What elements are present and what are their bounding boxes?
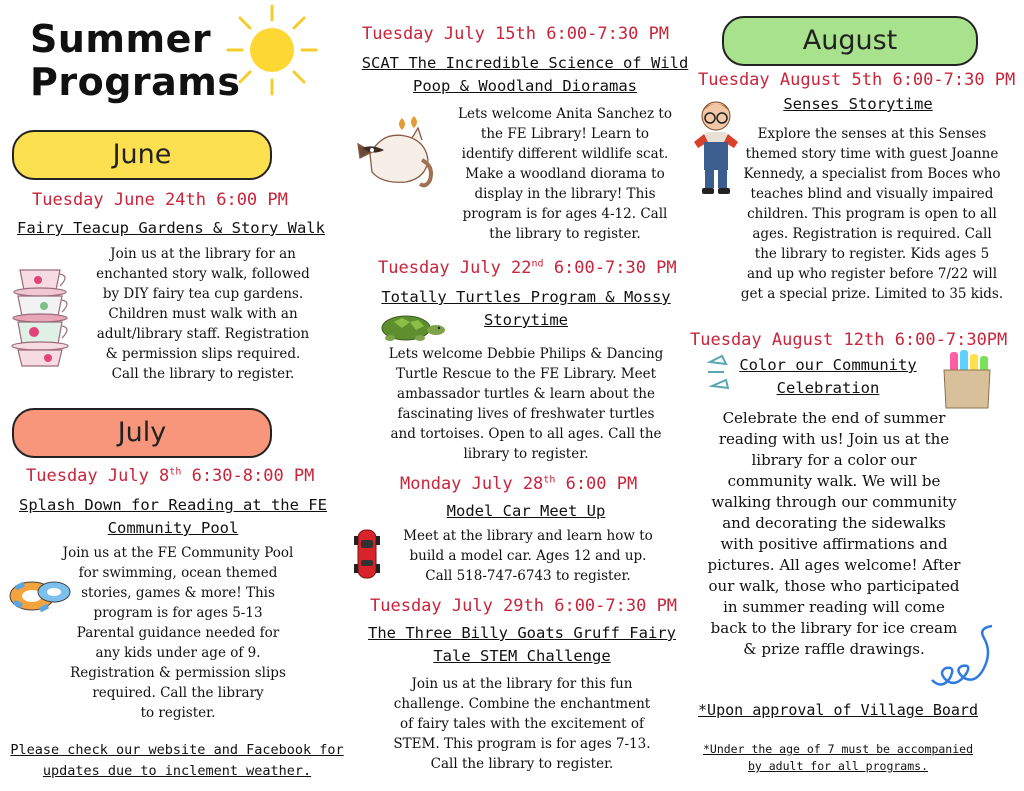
desc-line: Meet at the library and learn how to: [403, 528, 653, 544]
desc-line: ages. Registration is required. Call: [752, 226, 992, 242]
desc-line: Make a woodland diorama to: [465, 166, 665, 182]
title-line: The Three Billy Goats Gruff Fairy: [368, 624, 676, 642]
desc-line: of fairy tales with the excitement of: [399, 716, 645, 732]
desc-line: walking through our community: [711, 493, 957, 511]
weather-note: [4, 740, 350, 782]
desc-line: Celebrate the end of summer: [722, 409, 946, 427]
desc-line: get a special prize. Limited to 35 kids.: [740, 286, 1004, 302]
note-line: *Under the age of 7 must be accompanied: [702, 742, 974, 756]
raccoon-icon: [352, 114, 438, 192]
july-28-event-title: Model Car Meet Up: [446, 502, 606, 520]
note-line: Please check our website and Facebook for: [10, 742, 344, 758]
note-line: by adult for all programs.: [747, 759, 928, 773]
july-29-event-description: [352, 674, 692, 774]
swirl-icon: [928, 620, 1010, 690]
desc-line: Join us at the library for an: [110, 246, 296, 262]
date-text: Tuesday July 8: [26, 466, 170, 486]
desc-line: Turtle Rescue to the FE Library. Meet: [395, 366, 657, 382]
date-text: Tuesday July 22: [378, 258, 532, 278]
desc-line: Join us at the FE Community Pool: [62, 545, 294, 561]
desc-line: themed story time with guest Joanne: [745, 146, 999, 162]
title-line: Storytime: [484, 311, 568, 329]
desc-line: library for a color our: [751, 451, 917, 469]
desc-line: identify different wildlife scat.: [461, 146, 669, 162]
july-8-event-title: [6, 494, 340, 540]
date-text: 6:00 PM: [555, 474, 638, 494]
title-line: Poop & Woodland Dioramas: [413, 77, 637, 95]
desc-line: the FE Library! Learn to: [480, 126, 650, 142]
july-15-event-title: [352, 52, 698, 98]
desc-line: our walk, those who participated: [708, 577, 960, 595]
chalk-box-icon: [936, 350, 994, 410]
desc-line: reading with us! Join us at the: [718, 430, 950, 448]
desc-line: Call the library to register.: [430, 756, 614, 772]
teacups-icon: [10, 262, 76, 372]
desc-line: children. This program is open to all: [747, 206, 997, 222]
june-event-description: [72, 244, 334, 384]
approval-note: *Upon approval of Village Board: [698, 701, 978, 719]
july-28-event-date: [400, 474, 637, 494]
june-event-title: Fairy Teacup Gardens & Story Walk: [17, 219, 325, 237]
title-line: Splash Down for Reading at the FE: [19, 496, 327, 514]
august-5-event-title: Senses Storytime: [783, 95, 933, 113]
july-15-event-date: Tuesday July 15th 6:00-7:30 PM: [362, 24, 670, 44]
title-line: Community Pool: [107, 519, 239, 537]
august-12-event-date: Tuesday August 12th 6:00-7:30PM: [690, 330, 1008, 350]
title-line: Totally Turtles Program & Mossy: [381, 288, 671, 306]
desc-line: Registration & permission slips: [70, 665, 286, 681]
note-line: updates due to inclement weather.: [42, 763, 312, 779]
august-month-label: August: [722, 16, 978, 66]
desc-line: back to the library for ice cream: [710, 619, 958, 637]
july-22-event-description: [358, 344, 694, 464]
desc-line: library to register.: [463, 446, 589, 462]
august-5-event-date: Tuesday August 5th 6:00-7:30 PM: [698, 70, 1016, 90]
title-line-2: Programs: [30, 60, 241, 104]
desc-line: with positive affirmations and: [720, 535, 948, 553]
july-28-event-description: [378, 526, 678, 586]
title-line: Tale STEM Challenge: [433, 647, 611, 665]
desc-line: program is for ages 5-13: [93, 605, 263, 621]
title-line: Color our Community: [739, 356, 917, 374]
july-15-event-description: [434, 104, 696, 244]
date-text: 6:00-7:30 PM: [543, 258, 677, 278]
title-line-1: Summer: [30, 17, 212, 61]
desc-line: program is for ages 4-12. Call: [462, 206, 668, 222]
title-line: SCAT The Incredible Science of Wild: [361, 54, 689, 72]
desc-line: required. Call the library: [92, 685, 264, 701]
desc-line: Kennedy, a specialist from Boces who: [743, 166, 1001, 182]
date-suffix: th: [169, 466, 182, 478]
august-5-event-description: [726, 124, 1018, 304]
sun-icon: [222, 4, 322, 96]
desc-line: for swimming, ocean themed: [78, 565, 278, 581]
date-suffix: nd: [531, 258, 544, 270]
july-29-event-title: [352, 622, 692, 668]
desc-line: stories, games & more! This: [81, 585, 275, 601]
desc-line: and decorating the sidewalks: [722, 514, 946, 532]
desc-line: teaches blind and visually impaired: [750, 186, 994, 202]
june-event-date: Tuesday June 24th 6:00 PM: [32, 190, 288, 210]
desc-line: the library to register.: [489, 226, 641, 242]
desc-line: Join us at the library for this fun: [411, 676, 633, 692]
age-note: [690, 741, 986, 775]
desc-line: any kids under age of 9.: [95, 645, 261, 661]
desc-line: fascinating lives of freshwater turtles: [397, 406, 655, 422]
desc-line: Parental guidance needed for: [76, 625, 280, 641]
date-text: Monday July 28: [400, 474, 544, 494]
race-car-icon: [354, 526, 380, 582]
desc-line: and tortoises. Open to all ages. Call the: [390, 426, 662, 442]
turtle-icon: [372, 310, 446, 342]
desc-line: challenge. Combine the enchantment: [393, 696, 651, 712]
july-month-label: July: [12, 408, 272, 458]
desc-line: enchanted story walk, followed: [96, 266, 310, 282]
desc-line: build a model car. Ages 12 and up.: [409, 548, 647, 564]
date-text: 6:30-8:00 PM: [181, 466, 315, 486]
desc-line: the library to register. Kids ages 5: [754, 246, 990, 262]
desc-line: Lets welcome Debbie Philips & Dancing: [388, 346, 664, 362]
desc-line: adult/library staff. Registration: [96, 326, 310, 342]
desc-line: to register.: [140, 705, 216, 721]
desc-line: by DIY fairy tea cup gardens.: [102, 286, 304, 302]
title-line: Celebration: [776, 379, 880, 397]
july-22-event-date: [378, 258, 677, 278]
july-8-event-description: [52, 543, 304, 723]
desc-line: Lets welcome Anita Sanchez to: [458, 106, 672, 122]
desc-line: Explore the senses at this Senses: [757, 126, 987, 142]
date-suffix: th: [543, 474, 556, 486]
desc-line: STEM. This program is for ages 7-13.: [393, 736, 651, 752]
desc-line: in summer reading will come: [723, 598, 945, 616]
desc-line: Call 518-747-6743 to register.: [425, 568, 631, 584]
desc-line: Children must walk with an: [108, 306, 298, 322]
desc-line: & permission slips required.: [105, 346, 301, 362]
desc-line: Call the library to register.: [111, 366, 295, 382]
desc-line: display in the library! This: [474, 186, 656, 202]
july-29-event-date: Tuesday July 29th 6:00-7:30 PM: [370, 596, 678, 616]
august-12-event-title: [716, 354, 940, 400]
june-month-label: June: [12, 130, 272, 180]
desc-line: pictures. All ages welcome! After: [707, 556, 961, 574]
desc-line: ambassador turtles & learn about the: [397, 386, 655, 402]
desc-line: and up who register before 7/22 will: [746, 266, 998, 282]
desc-line: community walk. We will be: [727, 472, 941, 490]
desc-line: & prize raffle drawings.: [743, 640, 925, 658]
july-8-event-date: [26, 466, 314, 486]
